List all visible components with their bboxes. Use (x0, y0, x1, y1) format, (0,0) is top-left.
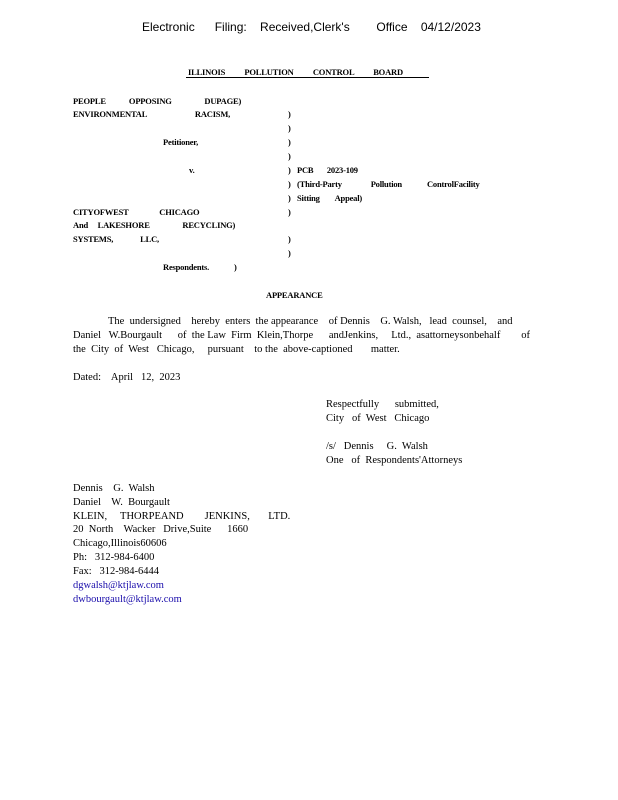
caption-paren: ) (288, 123, 291, 133)
respondents-label: Respondents. (163, 262, 210, 272)
caption-paren: ) (288, 151, 291, 161)
respondent-line-2: And LAKESHORE RECYCLING) (73, 220, 236, 230)
caption-paren: ) (288, 109, 291, 119)
caption-paren: ) (288, 234, 291, 244)
respondent-line-1: CITYOFWEST CHICAGO (73, 207, 200, 217)
closing: Respectfully submitted, (326, 399, 439, 410)
paragraph-line-1: The undersigned hereby enters the appearance of Dennis G. Walsh, lead counsel, and (108, 316, 513, 327)
attorney-name-2: Daniel W. Bourgault (73, 497, 170, 508)
signing-party: City of West Chicago (326, 413, 430, 424)
caption-paren: ) (288, 193, 291, 203)
petitioner-line-2: ENVIRONMENTAL RACISM, (73, 109, 231, 119)
address-line-2: Chicago,Illinois60606 (73, 538, 167, 549)
caption-paren: ) (288, 165, 291, 175)
paragraph-line-3: the City of West Chicago, pursuant to the above-captioned matter. (73, 344, 400, 355)
caption-paren: ) (288, 207, 291, 217)
case-type-line-2: Sitting Appeal) (297, 193, 363, 203)
phone: Ph: 312-984-6400 (73, 552, 155, 563)
appearance-heading: APPEARANCE (266, 290, 323, 300)
address-line-1: 20 North Wacker Drive,Suite 1660 (73, 524, 249, 535)
petitioner-line-1: PEOPLE OPPOSING DUPAGE) (73, 96, 242, 106)
caption-paren: ) (288, 179, 291, 189)
respondent-line-3: SYSTEMS, LLC, (73, 234, 159, 244)
caption-paren: ) (288, 137, 291, 147)
caption-paren: ) (288, 248, 291, 258)
paragraph-line-2: Daniel W.Bourgault of the Law Firm Klein,Thorpe andJenkins, Ltd., asattorneysonbehalf of (73, 330, 531, 341)
email-link-2[interactable]: dwbourgault@ktjlaw.com (73, 594, 182, 605)
fax: Fax: 312-984-6444 (73, 566, 160, 577)
email-link-1[interactable]: dgwalsh@ktjlaw.com (73, 580, 164, 591)
case-type-line-1: (Third-Party Pollution ControlFacility (297, 179, 480, 189)
filing-stamp: Electronic Filing: Received,Clerk's Office 04/12/2023 (142, 20, 481, 34)
caption-paren: ) (234, 262, 237, 272)
versus: v. (189, 165, 195, 175)
case-number: PCB 2023-109 (297, 165, 358, 175)
electronic-signature: /s/ Dennis G. Walsh (326, 441, 428, 452)
petitioner-label: Petitioner, (163, 137, 199, 147)
board-title: ILLINOIS POLLUTION CONTROL BOARD (188, 67, 403, 77)
attorney-name-1: Dennis G. Walsh (73, 483, 155, 494)
signer-role: One of Respondents'Attorneys (326, 455, 463, 466)
dated-line: Dated: April 12, 2023 (73, 372, 181, 383)
firm-name: KLEIN, THORPEAND JENKINS, LTD. (73, 511, 291, 522)
title-underline (186, 77, 429, 78)
